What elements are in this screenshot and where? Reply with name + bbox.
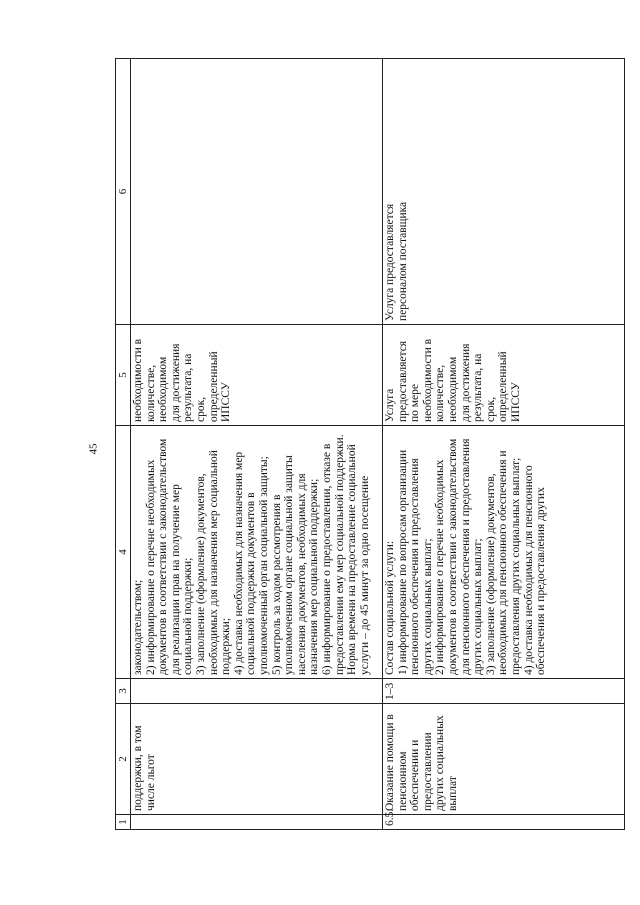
volume-cell (383, 325, 625, 426)
text-line: ИПССУ (220, 382, 233, 422)
text-line: 6) информирование о предоставлении, отказе в (320, 443, 333, 675)
text-line: необходимости в (421, 338, 434, 422)
text-line: 3) заполнение (оформление) документов, (194, 473, 207, 675)
header-row (116, 59, 131, 830)
text-line: документов в соответствии с законодательством (446, 438, 459, 675)
conditions-cell (383, 59, 625, 325)
text-line: уполномоченный орган социальной защиты; (257, 456, 270, 675)
header-col-4: 4 (116, 426, 131, 679)
text-line: результата, на (182, 353, 195, 422)
text-line: 4) доставка необходимых для назначения мер (232, 451, 245, 675)
text-line: определенный (207, 351, 220, 422)
text-line: определенный (497, 351, 510, 422)
text-line: персоналом поставщика (396, 201, 409, 321)
services-table (115, 58, 625, 830)
text-line: социальной поддержки документов в (245, 492, 258, 675)
text-line: других социальных (434, 715, 447, 811)
text-line: населения документов, необходимых для (295, 473, 308, 675)
text-line: социальной поддержки; (182, 557, 195, 675)
table-row (383, 59, 625, 830)
service-description-cell (131, 426, 383, 679)
group-cell: 1–3 (383, 679, 625, 704)
text-line: для достижения (169, 343, 182, 422)
text-line: необходимых для пенсионного обеспечения и (497, 450, 510, 675)
table-row (131, 59, 383, 830)
header-col-2: 2 (116, 704, 131, 815)
text-line: для реализации прав на получение мер (169, 484, 182, 675)
text-line: других социальных выплат; (472, 538, 485, 675)
text-line: 1) информирование по вопросам организации (396, 449, 409, 675)
service-name-cell (383, 704, 625, 815)
text-line: необходимых для назначения мер социальной (207, 450, 220, 675)
text-line: необходимости в (132, 338, 144, 422)
conditions-cell (131, 59, 383, 325)
text-line: Услуга предоставляется (384, 203, 396, 321)
text-line: необходимом (157, 356, 170, 422)
service-name-cell (131, 704, 383, 815)
text-line: обеспечения и предоставления других (535, 487, 548, 675)
text-line: предоставлении ему мер социальной поддержки. (333, 434, 346, 675)
text-line: для пенсионного обеспечения и предоставления (459, 438, 472, 675)
text-line: Оказание помощи в (384, 714, 396, 811)
text-line: предоставления других социальных выплат; (509, 457, 522, 675)
group-cell (131, 679, 383, 704)
header-col-3: 3 (116, 679, 131, 704)
text-line: назначения мер социальной поддержки; (308, 478, 321, 675)
text-line: уполномоченном органе социальной защиты (283, 455, 296, 675)
page-number: 45 (87, 443, 100, 455)
text-line: предоставляется (396, 340, 409, 422)
text-line: пенсионного обеспечения и предоставления (409, 458, 422, 675)
text-line: необходимом (446, 356, 459, 422)
text-line: поддержки; (220, 617, 233, 675)
text-line: 2) информирование о перечне необходимых (434, 459, 447, 675)
text-line: числе льгот (144, 754, 157, 811)
volume-cell (131, 325, 383, 426)
row-number-cell (131, 815, 383, 830)
header-col-6: 6 (116, 59, 131, 325)
text-line: Услуга (384, 388, 396, 422)
text-line: пенсионном (396, 751, 409, 811)
header-col-1: 1 (116, 815, 131, 830)
text-line: обеспечении и (409, 739, 422, 811)
text-line: услуги – до 45 минут за одно посещение (358, 475, 371, 675)
text-line: ИПССУ (509, 382, 522, 422)
text-line: выплат (446, 776, 459, 811)
text-line: срок, (484, 396, 497, 422)
text-line: 2) информирование о перечне необходимых (144, 459, 157, 675)
text-line: для достижения (459, 343, 472, 422)
text-line: предоставлении (421, 732, 434, 811)
service-description-cell (383, 426, 625, 679)
text-line: документов в соответствии с законодательством (157, 438, 170, 675)
text-line: Состав социальной услуги: (384, 540, 396, 675)
text-line: по мере (409, 383, 422, 422)
rotated-table-container (115, 58, 625, 830)
text-line: 4) доставка необходимых для пенсионного (522, 465, 535, 675)
text-line: 5) контроль за ходом рассмотрения в (270, 494, 283, 675)
text-line: 3) заполнение (оформление) документов, (484, 473, 497, 675)
text-line: срок, (194, 396, 207, 422)
text-line: Норма времени на предоставление социальной (346, 444, 359, 675)
text-line: других социальных выплат; (421, 538, 434, 675)
text-line: поддержки, в том (132, 725, 144, 811)
header-col-5: 5 (116, 325, 131, 426)
text-line: количестве, (434, 364, 447, 422)
text-line: количестве, (144, 364, 157, 422)
row-number-cell: 6.5. (383, 815, 625, 830)
text-line: законодательством; (132, 579, 144, 675)
text-line: результата, на (472, 353, 485, 422)
